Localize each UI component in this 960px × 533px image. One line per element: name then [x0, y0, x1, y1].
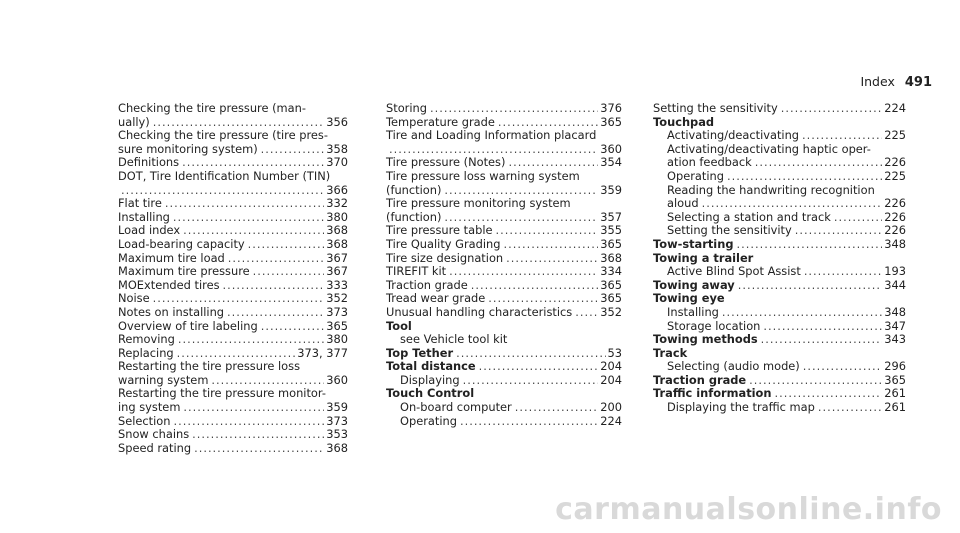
leader-dots	[444, 211, 598, 225]
index-entry	[653, 306, 906, 320]
entry-text: Top Tether	[386, 345, 454, 360]
page-reference[interactable]: 348	[884, 236, 906, 251]
index-entry	[118, 387, 348, 401]
page-reference[interactable]: 380	[326, 209, 348, 224]
index-entry	[118, 143, 348, 157]
leader-dots	[803, 360, 883, 374]
index-entry	[386, 415, 622, 429]
leader-dots	[738, 279, 883, 293]
index-entry	[386, 156, 622, 170]
index-entry	[653, 320, 906, 334]
leader-dots	[496, 224, 599, 238]
leader-dots	[834, 211, 882, 225]
entry-text: Touchpad	[653, 114, 715, 129]
index-entry	[386, 184, 622, 198]
entry-text: DOT, Tire Identification Number (TIN)	[118, 168, 331, 183]
page-reference[interactable]: 226	[884, 155, 906, 170]
leader-dots	[182, 156, 324, 170]
index-entry	[653, 129, 906, 143]
index-entry	[386, 129, 622, 143]
index-entry	[386, 279, 622, 293]
page-header	[860, 74, 932, 90]
page-reference[interactable]: 373	[326, 413, 348, 428]
entry-text: Selection	[118, 413, 171, 428]
leader-dots	[761, 333, 883, 347]
leader-dots	[174, 415, 325, 429]
page-reference[interactable]: 347	[884, 318, 906, 333]
index-entry	[118, 156, 348, 170]
page-reference[interactable]: 348	[884, 304, 906, 319]
index-entry	[386, 170, 622, 184]
index-entry	[653, 102, 906, 116]
entry-text: ually)	[118, 114, 150, 129]
index-entry	[118, 306, 348, 320]
entry-text: Noise	[118, 291, 150, 306]
entry-text: Installing	[667, 304, 719, 319]
page-reference[interactable]: 226	[884, 223, 906, 238]
page-reference[interactable]: 366	[326, 182, 348, 197]
page-reference[interactable]: 334	[600, 264, 622, 279]
index-entry	[118, 401, 348, 415]
leader-dots	[211, 374, 324, 388]
entry-text: Definitions	[118, 155, 180, 170]
entry-text: Tire Quality Grading	[386, 236, 501, 251]
entry-text: Total distance	[386, 359, 476, 374]
index-entry	[653, 265, 906, 279]
index-heading	[653, 374, 906, 388]
index-entry	[653, 170, 906, 184]
entry-text: Traction grade	[386, 277, 468, 292]
page-reference[interactable]: 365	[600, 236, 622, 251]
entry-text: Setting the sensitivity	[667, 223, 792, 238]
leader-dots	[173, 211, 324, 225]
entry-text: (function)	[386, 209, 442, 224]
entry-text: Restarting the tire pressure monitor-	[118, 386, 326, 401]
entry-text: Tire pressure monitoring system	[386, 196, 571, 211]
page-reference[interactable]: 380	[326, 332, 348, 347]
entry-text: Tire pressure (Notes)	[386, 155, 506, 170]
page-reference[interactable]: 333	[326, 277, 348, 292]
index-entry	[653, 401, 906, 415]
page-reference[interactable]: 343	[884, 332, 906, 347]
entry-text: TIREFIT kit	[386, 264, 447, 279]
index-heading	[653, 333, 906, 347]
leader-dots	[449, 265, 598, 279]
entry-text: Towing methods	[653, 332, 758, 347]
index-entry	[118, 170, 348, 184]
page-reference[interactable]: 226	[884, 196, 906, 211]
entry-text: On-board computer	[400, 400, 512, 415]
entry-text: Towing eye	[653, 291, 725, 306]
index-entry	[386, 211, 622, 225]
leader-dots	[178, 333, 324, 347]
leader-dots	[248, 238, 325, 252]
entry-text: Displaying the traffic map	[667, 400, 815, 415]
index-entry	[118, 238, 348, 252]
index-entry	[653, 197, 906, 211]
leader-dots	[479, 360, 599, 374]
index-entry	[118, 102, 348, 116]
entry-text: sure monitoring system)	[118, 141, 258, 156]
index-entry	[118, 224, 348, 238]
index-heading	[386, 387, 622, 401]
index-entry	[118, 252, 348, 266]
page-reference[interactable]: 193	[884, 264, 906, 279]
entry-text: warning system	[118, 372, 209, 387]
page-number: 491	[904, 75, 932, 90]
index-heading	[653, 116, 906, 130]
entry-text: Active Blind Spot Assist	[667, 264, 801, 279]
index-entry	[653, 156, 906, 170]
page-reference[interactable]: 370	[326, 155, 348, 170]
page-reference[interactable]: 352	[326, 291, 348, 306]
index-entry	[653, 360, 906, 374]
leader-dots	[153, 116, 325, 130]
leader-dots	[463, 374, 599, 388]
watermark: carmanualsonline.info	[555, 492, 942, 527]
entry-text: Touch Control	[386, 386, 475, 401]
index-entry	[386, 197, 622, 211]
leader-dots	[749, 374, 882, 388]
entry-text: see Vehicle tool kit	[400, 332, 508, 347]
leader-dots	[804, 265, 882, 279]
entry-text: Reading the handwriting recognition	[667, 182, 875, 197]
leader-dots	[165, 197, 324, 211]
index-entry	[118, 184, 348, 198]
entry-text: MOExtended tires	[118, 277, 220, 292]
page-reference[interactable]: 204	[600, 372, 622, 387]
entry-text: Selecting (audio mode)	[667, 359, 800, 374]
leader-dots	[253, 265, 325, 279]
page-reference[interactable]: 368	[326, 236, 348, 251]
leader-dots	[506, 252, 598, 266]
page-reference[interactable]: 360	[326, 372, 348, 387]
leader-dots	[727, 170, 882, 184]
page-reference[interactable]: 376	[600, 101, 622, 115]
entry-text: Selecting a station and track	[667, 209, 831, 224]
page-reference[interactable]: 352	[600, 304, 622, 319]
entry-text: Towing away	[653, 277, 735, 292]
page-reference[interactable]: 225	[884, 128, 906, 143]
index-entry	[118, 116, 348, 130]
leader-dots	[228, 252, 324, 266]
entry-text: Checking the tire pressure (man-	[118, 101, 306, 115]
leader-dots	[183, 224, 324, 238]
index-entry	[386, 102, 622, 116]
page-reference[interactable]: 226	[884, 209, 906, 224]
page-reference[interactable]: 261	[884, 400, 906, 415]
index-entry	[118, 415, 348, 429]
leader-dots	[444, 184, 598, 198]
leader-dots	[194, 442, 324, 456]
leader-dots	[223, 279, 325, 293]
index-column-3	[653, 102, 906, 415]
index-entry	[118, 333, 348, 347]
leader-dots	[775, 387, 883, 401]
index-heading	[653, 292, 906, 306]
leader-dots	[736, 238, 882, 252]
leader-dots	[504, 238, 599, 252]
page-reference[interactable]: 359	[600, 182, 622, 197]
leader-dots	[430, 102, 598, 116]
page-reference[interactable]: 365	[884, 372, 906, 387]
page-reference[interactable]: 204	[600, 359, 622, 374]
index-entry	[118, 265, 348, 279]
leader-dots	[515, 401, 599, 415]
entry-text: Displaying	[400, 372, 460, 387]
index-entry	[386, 116, 622, 130]
index-entry	[386, 252, 622, 266]
index-entry	[386, 401, 622, 415]
page-reference[interactable]: 358	[326, 141, 348, 156]
entry-text: Tire and Loading Information placard	[386, 128, 597, 143]
index-entry	[653, 224, 906, 238]
leader-dots	[818, 401, 882, 415]
page-reference[interactable]: 359	[326, 400, 348, 415]
entry-text: Traction grade	[653, 372, 747, 387]
leader-dots	[722, 306, 882, 320]
index-entry	[118, 320, 348, 334]
index-heading	[386, 360, 622, 374]
entry-text: Installing	[118, 209, 170, 224]
page-reference[interactable]: 367	[326, 250, 348, 265]
entry-text: Operating	[400, 413, 457, 428]
index-heading	[653, 347, 906, 361]
entry-text: Operating	[667, 168, 724, 183]
index-column-1	[118, 102, 348, 455]
index-entry	[386, 292, 622, 306]
entry-text: Temperature grade	[386, 114, 495, 129]
index-column-2	[386, 102, 622, 428]
entry-text: Checking the tire pressure (tire pres-	[118, 128, 328, 143]
page-reference[interactable]: 224	[884, 101, 906, 115]
page-reference[interactable]: 360	[600, 141, 622, 156]
entry-text: ation feedback	[667, 155, 752, 170]
page-reference[interactable]: 354	[600, 155, 622, 170]
index-entry	[118, 347, 348, 361]
section-title: Index	[860, 74, 895, 89]
page-reference[interactable]: 365	[326, 318, 348, 333]
entry-text: Tire pressure table	[386, 223, 493, 238]
index-entry	[386, 374, 622, 388]
index-heading	[653, 252, 906, 266]
page-reference[interactable]: 225	[884, 168, 906, 183]
entry-text: Activating/deactivating haptic oper-	[667, 141, 871, 156]
leader-dots	[575, 306, 598, 320]
entry-text: Tread wear grade	[386, 291, 486, 306]
index-entry	[653, 211, 906, 225]
entry-text: Tool	[386, 318, 412, 333]
index-entry	[118, 197, 348, 211]
index-entry	[386, 333, 622, 347]
page-reference[interactable]: 224	[600, 413, 622, 428]
entry-text: aloud	[667, 196, 699, 211]
index-heading	[386, 320, 622, 334]
leader-dots	[261, 320, 325, 334]
leader-dots	[755, 156, 883, 170]
leader-dots	[488, 292, 598, 306]
index-entry	[386, 265, 622, 279]
entry-text: (function)	[386, 182, 442, 197]
index-entry	[118, 292, 348, 306]
page-reference[interactable]: 261	[884, 386, 906, 401]
index-heading	[653, 387, 906, 401]
leader-dots	[795, 224, 883, 238]
index-entry	[118, 374, 348, 388]
index-heading	[653, 279, 906, 293]
leader-dots	[498, 116, 598, 130]
leader-dots	[192, 428, 324, 442]
entry-text: Unusual handling characteristics	[386, 304, 573, 319]
index-entry	[386, 143, 622, 157]
page-reference[interactable]: 365	[600, 114, 622, 129]
leader-dots	[389, 143, 598, 157]
leader-dots	[183, 401, 324, 415]
entry-text: Storing	[386, 101, 427, 115]
index-entry	[118, 279, 348, 293]
index-entry	[653, 184, 906, 198]
page-reference[interactable]: 356	[326, 114, 348, 129]
entry-text: Track	[653, 345, 688, 360]
entry-text: Speed rating	[118, 440, 192, 455]
leader-dots	[781, 102, 883, 116]
page-reference[interactable]: 367	[326, 264, 348, 279]
leader-dots	[460, 415, 598, 429]
entry-text: Maximum tire load	[118, 250, 225, 265]
leader-dots	[763, 320, 882, 334]
leader-dots	[508, 156, 598, 170]
page-reference[interactable]: 353	[326, 427, 348, 442]
entry-text: Flat tire	[118, 196, 162, 211]
entry-text: Tow-starting	[653, 236, 734, 251]
entry-text: Removing	[118, 332, 175, 347]
leader-dots	[471, 279, 598, 293]
index-entry	[118, 428, 348, 442]
entry-text: Storage location	[667, 318, 761, 333]
page-reference[interactable]: 200	[600, 400, 622, 415]
page-reference[interactable]: 355	[600, 223, 622, 238]
entry-text: Overview of tire labeling	[118, 318, 258, 333]
leader-dots	[153, 292, 325, 306]
index-entry	[118, 360, 348, 374]
entry-text: Load index	[118, 223, 181, 238]
index-entry	[653, 143, 906, 157]
index-heading	[386, 347, 622, 361]
page-reference[interactable]: 365	[600, 277, 622, 292]
entry-text: Snow chains	[118, 427, 190, 442]
page-reference[interactable]: 332	[326, 196, 348, 211]
index-entry	[118, 211, 348, 225]
leader-dots	[177, 347, 296, 361]
entry-text: Maximum tire pressure	[118, 264, 250, 279]
index-entry	[118, 129, 348, 143]
index-heading	[653, 238, 906, 252]
entry-text: Activating/deactivating	[667, 128, 800, 143]
index-entry	[386, 238, 622, 252]
entry-text: Setting the sensitivity	[653, 101, 778, 115]
page-reference[interactable]: 365	[600, 291, 622, 306]
leader-dots	[702, 197, 883, 211]
entry-text: Notes on installing	[118, 304, 225, 319]
index-entry	[386, 306, 622, 320]
page-reference[interactable]: 368	[326, 440, 348, 455]
page-reference[interactable]: 344	[884, 277, 906, 292]
page-reference[interactable]: 368	[326, 223, 348, 238]
index-entry	[118, 442, 348, 456]
entry-text: Towing a trailer	[653, 250, 754, 265]
leader-dots	[456, 347, 605, 361]
entry-text: Tire pressure loss warning system	[386, 168, 580, 183]
page-reference[interactable]: 373	[326, 304, 348, 319]
entry-text: Restarting the tire pressure loss	[118, 359, 301, 374]
index-entry	[386, 224, 622, 238]
page-reference[interactable]: 357	[600, 209, 622, 224]
page-reference[interactable]: 373, 377	[297, 345, 348, 360]
leader-dots	[261, 143, 325, 157]
entry-text: ing system	[118, 400, 181, 415]
page-reference[interactable]: 53	[607, 345, 622, 360]
entry-text: Replacing	[118, 345, 174, 360]
entry-text: Tire size designation	[386, 250, 504, 265]
leader-dots	[121, 184, 324, 198]
page-reference[interactable]: 296	[884, 359, 906, 374]
leader-dots	[227, 306, 324, 320]
leader-dots	[802, 129, 882, 143]
entry-text: Load-bearing capacity	[118, 236, 245, 251]
entry-text: Traffic information	[653, 386, 772, 401]
page-reference[interactable]: 368	[600, 250, 622, 265]
